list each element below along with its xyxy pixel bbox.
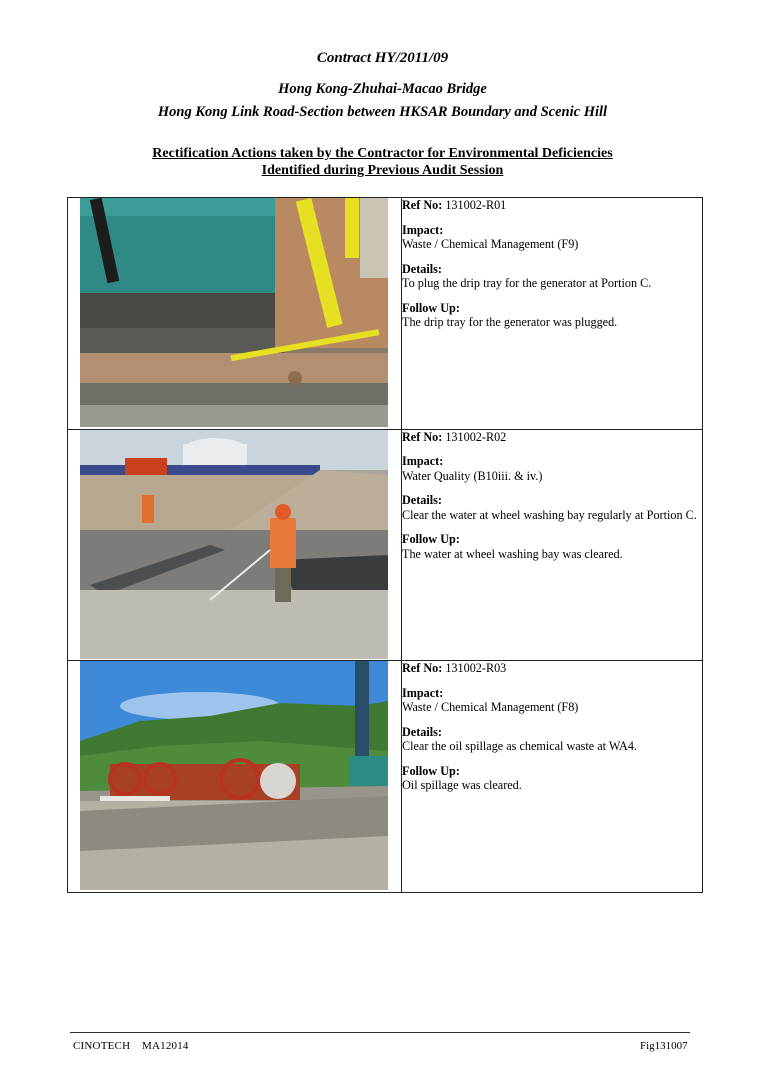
impact-label: Impact: bbox=[402, 222, 444, 237]
table-row bbox=[68, 198, 703, 430]
details-label: Details: bbox=[402, 724, 442, 739]
follow-up-label: Follow Up: bbox=[402, 763, 460, 778]
follow-up-value: Oil spillage was cleared. bbox=[402, 778, 522, 793]
footer-figure-number: Fig131007 bbox=[640, 1040, 688, 1052]
details-value: To plug the drip tray for the generator at Portion C. bbox=[402, 276, 652, 290]
entry-text bbox=[402, 661, 703, 893]
footer-divider bbox=[70, 1032, 690, 1033]
photo-cell bbox=[68, 661, 402, 893]
ref-no-value: 131002-R03 bbox=[445, 661, 507, 676]
report-title-line1: Rectification Actions taken by the Contractor for Environmental Deficiencies bbox=[152, 146, 613, 161]
impact-value: Waste / Chemical Management (F9) bbox=[402, 237, 579, 251]
table-row bbox=[68, 429, 703, 661]
entry-text bbox=[402, 198, 703, 430]
photo-wheel-washing-bay bbox=[80, 430, 388, 659]
details-value: Clear the water at wheel washing bay regularly at Portion C. bbox=[402, 507, 697, 522]
details-label: Details: bbox=[402, 493, 442, 508]
follow-up-value: The drip tray for the generator was plugged. bbox=[402, 315, 618, 329]
entry-text bbox=[402, 429, 703, 661]
project-title-line2: Hong Kong Link Road-Section between HKSAR Boundary and Scenic Hill bbox=[157, 104, 608, 120]
table-row bbox=[68, 661, 703, 893]
impact-value: Waste / Chemical Management (F8) bbox=[402, 700, 579, 715]
rectification-table bbox=[67, 197, 703, 893]
details-value: Clear the oil spillage as chemical waste at WA4. bbox=[402, 739, 637, 754]
follow-up-value: The water at wheel washing bay was cleared. bbox=[402, 546, 623, 561]
photo-oil-spillage-site bbox=[80, 661, 388, 890]
follow-up-label: Follow Up: bbox=[402, 300, 460, 315]
contract-number: Contract HY/2011/09 bbox=[316, 50, 449, 66]
photo-cell bbox=[68, 429, 402, 661]
ref-no-label: Ref No: bbox=[402, 429, 443, 444]
details-label: Details: bbox=[402, 261, 442, 276]
ref-no-value: 131002-R02 bbox=[445, 429, 507, 444]
footer-company-ref: CINOTECH MA12014 bbox=[73, 1040, 189, 1052]
follow-up-label: Follow Up: bbox=[402, 532, 460, 547]
report-title-line2: Identified during Previous Audit Session bbox=[261, 163, 504, 178]
ref-no-value: 131002-R01 bbox=[445, 198, 507, 212]
impact-value: Water Quality (B10iii. & iv.) bbox=[402, 468, 543, 483]
project-title-line1: Hong Kong-Zhuhai-Macao Bridge bbox=[278, 81, 487, 97]
photo-cell bbox=[68, 198, 402, 430]
photo-generator-drip-tray bbox=[80, 198, 388, 427]
impact-label: Impact: bbox=[402, 685, 444, 700]
impact-label: Impact: bbox=[402, 454, 444, 469]
ref-no-label: Ref No: bbox=[402, 661, 443, 676]
ref-no-label: Ref No: bbox=[402, 198, 443, 212]
